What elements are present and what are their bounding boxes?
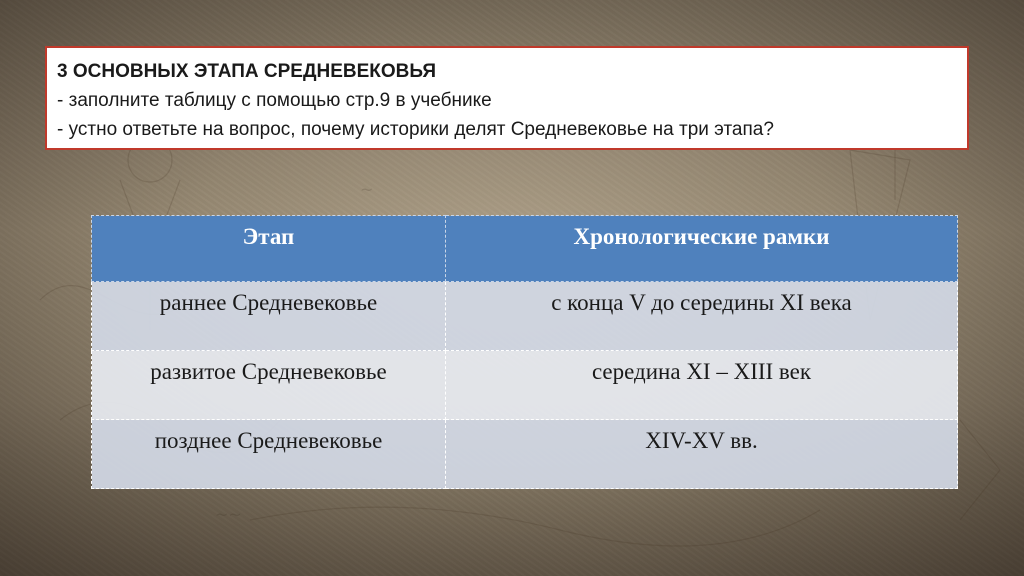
table-header-row bbox=[92, 216, 958, 282]
chronology-cell: середина XI – XIII век bbox=[446, 351, 958, 420]
faint-script-2: ~~ bbox=[215, 505, 242, 524]
table-row bbox=[92, 351, 958, 420]
chronology-cell: XIV-XV вв. bbox=[446, 420, 958, 489]
task-title: 3 ОСНОВНЫХ ЭТАПА СРЕДНЕВЕКОВЬЯ bbox=[57, 61, 436, 82]
stage-cell: раннее Средневековье bbox=[92, 282, 446, 351]
medieval-stages-table bbox=[91, 215, 958, 489]
stage-cell: развитое Средневековье bbox=[92, 351, 446, 420]
header-chronology: Хронологические рамки bbox=[446, 216, 958, 282]
task-instructions-box bbox=[45, 46, 969, 150]
table-row bbox=[92, 420, 958, 489]
table-row bbox=[92, 282, 958, 351]
header-stage: Этап bbox=[92, 216, 446, 282]
chronology-cell: с конца V до середины XI века bbox=[446, 282, 958, 351]
task-instruction-fill-table: - заполните таблицу с помощью стр.9 в учебнике bbox=[57, 90, 492, 111]
task-instruction-answer-question: - устно ответьте на вопрос, почему историки делят Средневековье на три этапа? bbox=[57, 119, 774, 140]
faint-script-1: ~ bbox=[360, 180, 374, 199]
stage-cell: позднее Средневековье bbox=[92, 420, 446, 489]
